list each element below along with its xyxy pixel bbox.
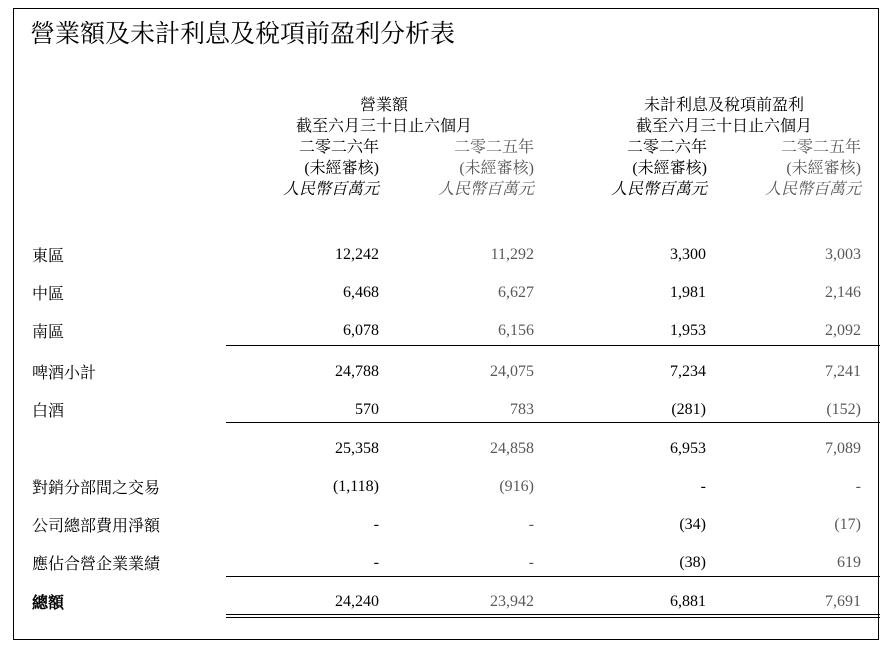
turnover-current: 24,788 xyxy=(335,363,379,380)
turnover-period: 截至六月三十日止六個月 xyxy=(295,118,472,135)
ebit-current-year-header xyxy=(582,137,707,200)
unit-label: 人民幣百萬元 xyxy=(764,181,861,198)
ebit-prior: 7,241 xyxy=(825,363,861,380)
unaudited-label: (未經審核) xyxy=(632,160,707,177)
ebit-prior: 2,092 xyxy=(825,322,861,339)
turnover-prior: 6,627 xyxy=(498,284,534,301)
grand-total-divider xyxy=(226,576,880,577)
turnover-prior: 23,942 xyxy=(490,593,534,610)
row-label: 南區 xyxy=(32,324,65,341)
turnover-prior: (916) xyxy=(499,478,534,495)
ebit-current: (281) xyxy=(671,401,706,418)
ebit-prior: 3,003 xyxy=(825,246,861,263)
turnover-current: 6,078 xyxy=(343,322,379,339)
turnover-current: 6,468 xyxy=(343,284,379,301)
turnover-current: 570 xyxy=(355,401,379,418)
ebit-current: 6,881 xyxy=(670,593,706,610)
ebit-prior: - xyxy=(855,478,861,495)
turnover-current: 25,358 xyxy=(335,440,379,457)
row-label: 公司總部費用淨額 xyxy=(32,518,161,535)
turnover-current: (1,118) xyxy=(332,478,379,495)
turnover-header xyxy=(229,95,539,137)
turnover-prior: 24,075 xyxy=(490,363,534,380)
ebit-header xyxy=(574,95,874,137)
year-label: 二零二六年 xyxy=(298,139,379,156)
year-label: 二零二六年 xyxy=(626,139,707,156)
ebit-current: 1,953 xyxy=(670,322,706,339)
ebit-prior: 619 xyxy=(837,554,861,571)
turnover-prior: - xyxy=(528,554,534,571)
ebit-current: (34) xyxy=(679,516,706,533)
turnover-current: 24,240 xyxy=(335,593,379,610)
unaudited-label: (未經審核) xyxy=(459,160,534,177)
unaudited-label: (未經審核) xyxy=(786,160,861,177)
row-label: 總額 xyxy=(32,595,65,612)
ebit-prior: 7,691 xyxy=(825,593,861,610)
row-label: 白酒 xyxy=(32,403,65,420)
year-label: 二零二五年 xyxy=(453,139,534,156)
ebit-current: 3,300 xyxy=(670,246,706,263)
ebit-current: - xyxy=(700,478,706,495)
turnover-prior: 24,858 xyxy=(490,440,534,457)
unit-label: 人民幣百萬元 xyxy=(610,181,707,198)
turnover-current: - xyxy=(373,516,379,533)
ebit-title: 未計利息及稅項前盈利 xyxy=(643,97,804,114)
unit-label: 人民幣百萬元 xyxy=(437,181,534,198)
turnover-prior-year-header xyxy=(409,137,534,200)
unaudited-label: (未經審核) xyxy=(304,160,379,177)
ebit-prior: (152) xyxy=(826,401,861,418)
segment-total-divider xyxy=(226,422,880,423)
subtotal-divider xyxy=(226,345,880,346)
row-label: 中區 xyxy=(32,286,65,303)
page-title: 營業額及未計利息及稅項前盈利分析表 xyxy=(30,21,456,48)
turnover-current: - xyxy=(373,554,379,571)
ebit-prior: (17) xyxy=(834,516,861,533)
turnover-title: 營業額 xyxy=(359,97,408,114)
row-label: 東區 xyxy=(32,248,65,265)
turnover-current-year-header xyxy=(254,137,379,200)
ebit-current: (38) xyxy=(679,554,706,571)
year-label: 二零二五年 xyxy=(780,139,861,156)
ebit-prior: 7,089 xyxy=(825,440,861,457)
turnover-prior: 783 xyxy=(510,401,534,418)
turnover-current: 12,242 xyxy=(335,246,379,263)
ebit-current: 6,953 xyxy=(670,440,706,457)
turnover-prior: - xyxy=(528,516,534,533)
ebit-current: 1,981 xyxy=(670,284,706,301)
row-label: 應佔合營企業業績 xyxy=(32,556,161,573)
turnover-prior: 6,156 xyxy=(498,322,534,339)
turnover-prior: 11,292 xyxy=(490,246,534,263)
grand-total-double-underline xyxy=(226,614,880,618)
unit-label: 人民幣百萬元 xyxy=(282,181,379,198)
ebit-prior-year-header xyxy=(736,137,861,200)
ebit-prior: 2,146 xyxy=(825,284,861,301)
ebit-period: 截至六月三十日止六個月 xyxy=(635,118,812,135)
row-label: 啤酒小計 xyxy=(32,365,97,382)
document-frame xyxy=(13,8,879,640)
row-label: 對銷分部間之交易 xyxy=(32,480,161,497)
ebit-current: 7,234 xyxy=(670,363,706,380)
